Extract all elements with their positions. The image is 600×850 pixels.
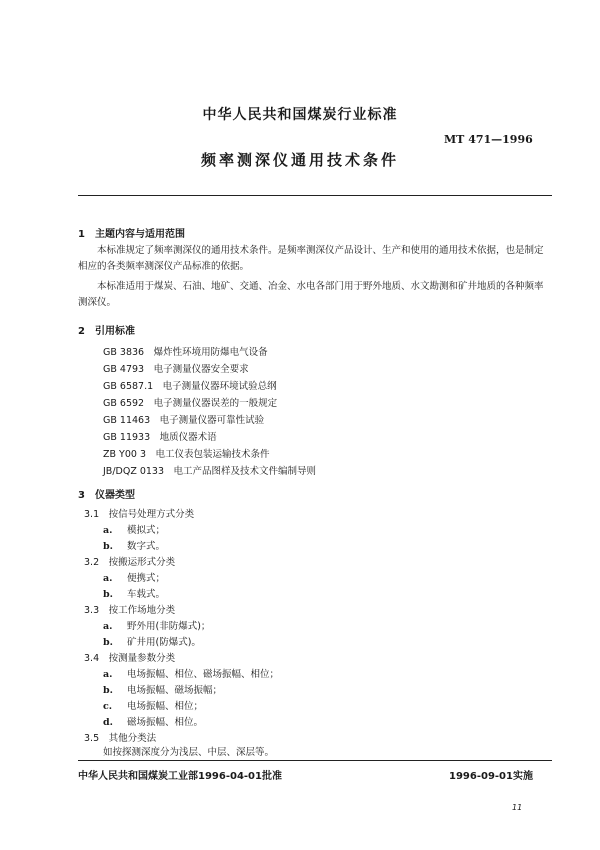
approval-line: 中华人民共和国煤炭工业部1996-04-01批准 bbox=[78, 771, 282, 782]
list-item-text: 便携式； bbox=[127, 573, 166, 584]
list-item-label: b. bbox=[103, 541, 113, 552]
reference-item: GB 6592 电子测量仪器误差的一般规定 bbox=[103, 398, 278, 409]
list-item-text: 数字式。 bbox=[127, 541, 166, 552]
reference-item: GB 11933 地质仪器术语 bbox=[103, 432, 217, 443]
list-item-text: 车载式。 bbox=[127, 589, 166, 600]
list-item-text: 模拟式； bbox=[127, 525, 166, 536]
section-3-heading: 3 仪器类型 bbox=[78, 490, 135, 501]
list-item-label: a. bbox=[103, 573, 113, 584]
list-item-label: b. bbox=[103, 589, 113, 600]
list-item bbox=[103, 634, 201, 648]
standard-name: 中华人民共和国煤炭行业标准 bbox=[202, 107, 398, 123]
section-2-heading: 2 引用标准 bbox=[78, 326, 135, 337]
subsection-3-5: 3.5 其他分类法 bbox=[84, 733, 157, 744]
reference-item: JB/DQZ 0133 电工产品图样及技术文件编制导则 bbox=[103, 466, 317, 477]
subsection-3-2: 3.2 按搬运形式分类 bbox=[84, 557, 176, 568]
reference-item: GB 6587.1 电子测量仪器环境试验总纲 bbox=[103, 381, 277, 392]
footer-divider bbox=[78, 760, 552, 761]
list-item-text: 电场振幅、相位、磁场振幅、相位； bbox=[127, 669, 280, 680]
subsection-3-5-text: 如按探测深度分为浅层、中层、深层等。 bbox=[103, 747, 275, 758]
list-item-label: a. bbox=[103, 621, 113, 632]
section-1-paragraph-2: 本标准适用于煤炭、石油、地矿、交通、冶金、水电各部门用于野外地质、水文勘测和矿井地质的各种频率测深仪。 bbox=[78, 281, 544, 308]
list-item-label: b. bbox=[103, 685, 113, 696]
list-item-label: a. bbox=[103, 669, 113, 680]
list-item bbox=[103, 714, 203, 728]
document-title: 频率测深仪通用技术条件 bbox=[200, 151, 399, 169]
list-item-text: 野外用(非防爆式)； bbox=[127, 621, 211, 632]
list-item bbox=[103, 522, 165, 536]
list-item-label: c. bbox=[103, 701, 113, 712]
page-number: 11 bbox=[512, 803, 523, 812]
list-item bbox=[103, 586, 165, 600]
list-item-text: 电场振幅、磁场振幅； bbox=[127, 685, 223, 696]
reference-item: GB 11463 电子测量仪器可靠性试验 bbox=[103, 415, 265, 426]
reference-item: GB 3836 爆炸性环境用防爆电气设备 bbox=[103, 347, 268, 358]
list-item bbox=[103, 618, 210, 632]
list-item bbox=[103, 538, 165, 552]
section-1-paragraph-1: 本标准规定了频率测深仪的通用技术条件。是频率测深仪产品设计、生产和使用的通用技术依据，也是制定相应的各类频率测深仪产品标准的依据。 bbox=[78, 245, 544, 272]
subsection-3-3: 3.3 按工作场地分类 bbox=[84, 605, 176, 616]
header-divider bbox=[78, 195, 552, 196]
list-item-label: b. bbox=[103, 637, 113, 648]
implementation-date: 1996-09-01实施 bbox=[449, 771, 533, 782]
section-1-heading: 1 主题内容与适用范围 bbox=[78, 229, 185, 240]
list-item-text: 矿井用(防爆式)。 bbox=[127, 637, 201, 648]
reference-item: ZB Y00 3 电工仪表包装运输技术条件 bbox=[103, 449, 270, 460]
list-item-text: 电场振幅、相位； bbox=[127, 701, 204, 712]
subsection-3-1: 3.1 按信号处理方式分类 bbox=[84, 509, 195, 520]
list-item bbox=[103, 682, 222, 696]
list-item-label: d. bbox=[103, 717, 113, 728]
list-item bbox=[103, 570, 165, 584]
list-item bbox=[103, 698, 203, 712]
list-item bbox=[103, 666, 279, 680]
list-item-text: 磁场振幅、相位。 bbox=[127, 717, 204, 728]
standard-code: MT 471—1996 bbox=[444, 133, 533, 146]
reference-item: GB 4793 电子测量仪器安全要求 bbox=[103, 364, 249, 375]
list-item-label: a. bbox=[103, 525, 113, 536]
subsection-3-4: 3.4 按测量参数分类 bbox=[84, 653, 176, 664]
